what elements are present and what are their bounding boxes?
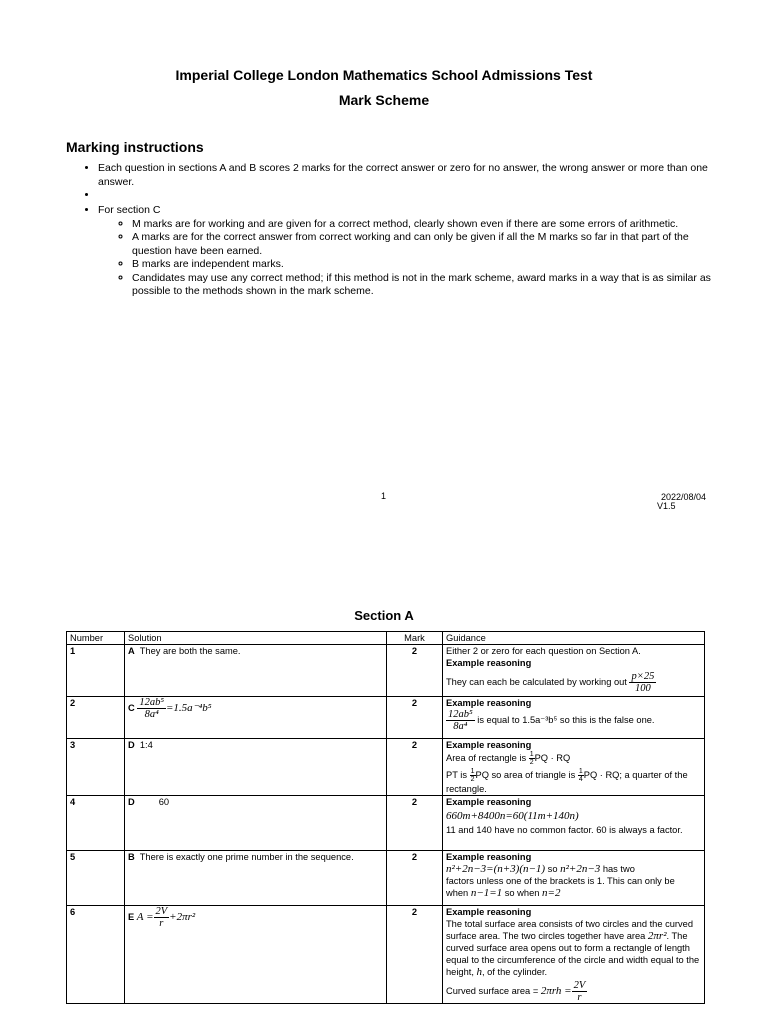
sub-instruction: ◦ B marks are independent marks.	[132, 258, 718, 272]
section-c-sublist	[98, 218, 718, 299]
solution-cell: C $\frac{\text{12ab⁵}}{\text{8a⁴}}$ =1.5a⁻⁴b⁵	[125, 697, 387, 739]
guidance-cell: Example reasoning The total surface area consists of two circles and the curved surface area. The two circles together have area 2πr². The curved surface area opens out to form a rectangle of length equal to the circumference of the circle and width equal to the height, h, of the cylinder. Curved surface area = 2πrh = $\frac{2V}{r}$	[443, 906, 705, 1004]
solution-cell: E A = $\frac{2V}{r}$ +2πr²	[125, 906, 387, 1004]
sub-instruction: ◦ Candidates may use any correct method; if this method is not in the mark scheme, award marks in a way that is as similar as possible to the methods shown in the mark scheme.	[132, 272, 718, 299]
section-a-title: Section A	[354, 608, 414, 623]
question-number: 6	[67, 906, 125, 1004]
fraction-quarter: $\frac{1}{4}$	[578, 768, 583, 783]
fraction-half: $\frac{1}{2}$	[470, 768, 475, 783]
guidance-cell: Example reasoning $\frac{\text{12ab⁵}}{\text{8a⁴}}$ is equal to 1.5a⁻³b⁵ so this is the false one.	[443, 697, 705, 739]
fraction-half: $\frac{1}{2}$	[529, 751, 534, 766]
mark-cell: 2	[387, 739, 443, 796]
table-row	[67, 796, 705, 851]
section-a-table	[66, 631, 705, 1004]
table-row	[67, 851, 705, 906]
fraction: $\frac{\text{12ab⁵}}{\text{8a⁴}}$	[448, 709, 473, 732]
sub-instruction: ◦ M marks are for working and are given for a correct method, clearly shown even if there are some errors of arithmetic.	[132, 218, 718, 232]
guidance-cell: Either 2 or zero for each question on Section A. Example reasoning They can each be calculated by working out $\frac{p\times 25}{100}$	[443, 645, 705, 697]
fraction: $\frac{2V}{r}$	[573, 980, 586, 1003]
header-solution: Solution	[125, 632, 387, 645]
mark-cell: 2	[387, 697, 443, 739]
fraction: $\frac{\text{12ab⁵}}{\text{8a⁴}}$	[139, 697, 164, 720]
solution-cell: D 1:4	[125, 739, 387, 796]
question-number: 3	[67, 739, 125, 796]
question-number: 1	[67, 645, 125, 697]
table-row	[67, 906, 705, 1004]
page-title: Imperial College London Mathematics School Admissions Test	[175, 67, 593, 83]
mark-cell: 2	[387, 645, 443, 697]
guidance-cell: Example reasoning 660m+8400n=60(11m+140n) 11 and 140 have no common factor. 60 is always a factor.	[443, 796, 705, 851]
guidance-cell: Example reasoning n²+2n−3=(n+3)(n−1) so n²+2n−3 has two factors unless one of the brackets is 1. This can only be when n−1=1 so when n=2	[443, 851, 705, 906]
solution-cell: A They are both the same.	[125, 645, 387, 697]
footer-version: V1.5	[657, 501, 676, 511]
table-row	[67, 697, 705, 739]
mark-cell: 2	[387, 851, 443, 906]
table-header-row	[67, 632, 705, 645]
mark-cell: 2	[387, 906, 443, 1004]
fraction: $\frac{p\times 25}{100}$	[631, 671, 655, 694]
solution-cell: B There is exactly one prime number in the sequence.	[125, 851, 387, 906]
fraction: $\frac{2V}{r}$	[155, 906, 168, 929]
instructions-list	[78, 162, 718, 299]
sub-instruction: ◦ A marks are for the correct answer from correct working and can only be given if all the M marks so far in that part of the question have been earned.	[132, 231, 718, 258]
solution-cell: D 60	[125, 796, 387, 851]
instruction-item-empty	[98, 189, 718, 203]
question-number: 5	[67, 851, 125, 906]
question-number: 2	[67, 697, 125, 739]
table-row	[67, 645, 705, 697]
marking-instructions-heading: Marking instructions	[66, 139, 204, 155]
header-number: Number	[67, 632, 125, 645]
mark-cell: 2	[387, 796, 443, 851]
header-mark: Mark	[387, 632, 443, 645]
page-subtitle: Mark Scheme	[338, 92, 430, 108]
page-number: 1	[381, 491, 387, 501]
guidance-cell: Example reasoning Area of rectangle is $\frac{1}{2}$ PQ · RQ PT is $\frac{1}{2}$ PQ so area of triangle is $\frac{1}{4}$ PQ · RQ; a quarter of the rectangle.	[443, 739, 705, 796]
instruction-item: • Each question in sections A and B scores 2 marks for the correct answer or zero for no answer, the wrong answer or more than one answer.	[98, 162, 718, 189]
footer-date: 2022/08/04	[661, 492, 707, 502]
instruction-item-section-c: • For section C ◦ M marks are for working and are given for a correct method, clearly shown even if there are some errors of arithmetic. ◦ A marks are for the correct answer from correct working and can only be given if all the M marks so far in that part of the question have been earned. ◦ B marks are independent marks. ◦ Candidates may use any correct method; if this method is not in the mark scheme, award marks in a way that is as similar as possible to the methods shown in the mark scheme.	[98, 204, 718, 299]
header-guidance: Guidance	[443, 632, 705, 645]
table-row	[67, 739, 705, 796]
question-number: 4	[67, 796, 125, 851]
